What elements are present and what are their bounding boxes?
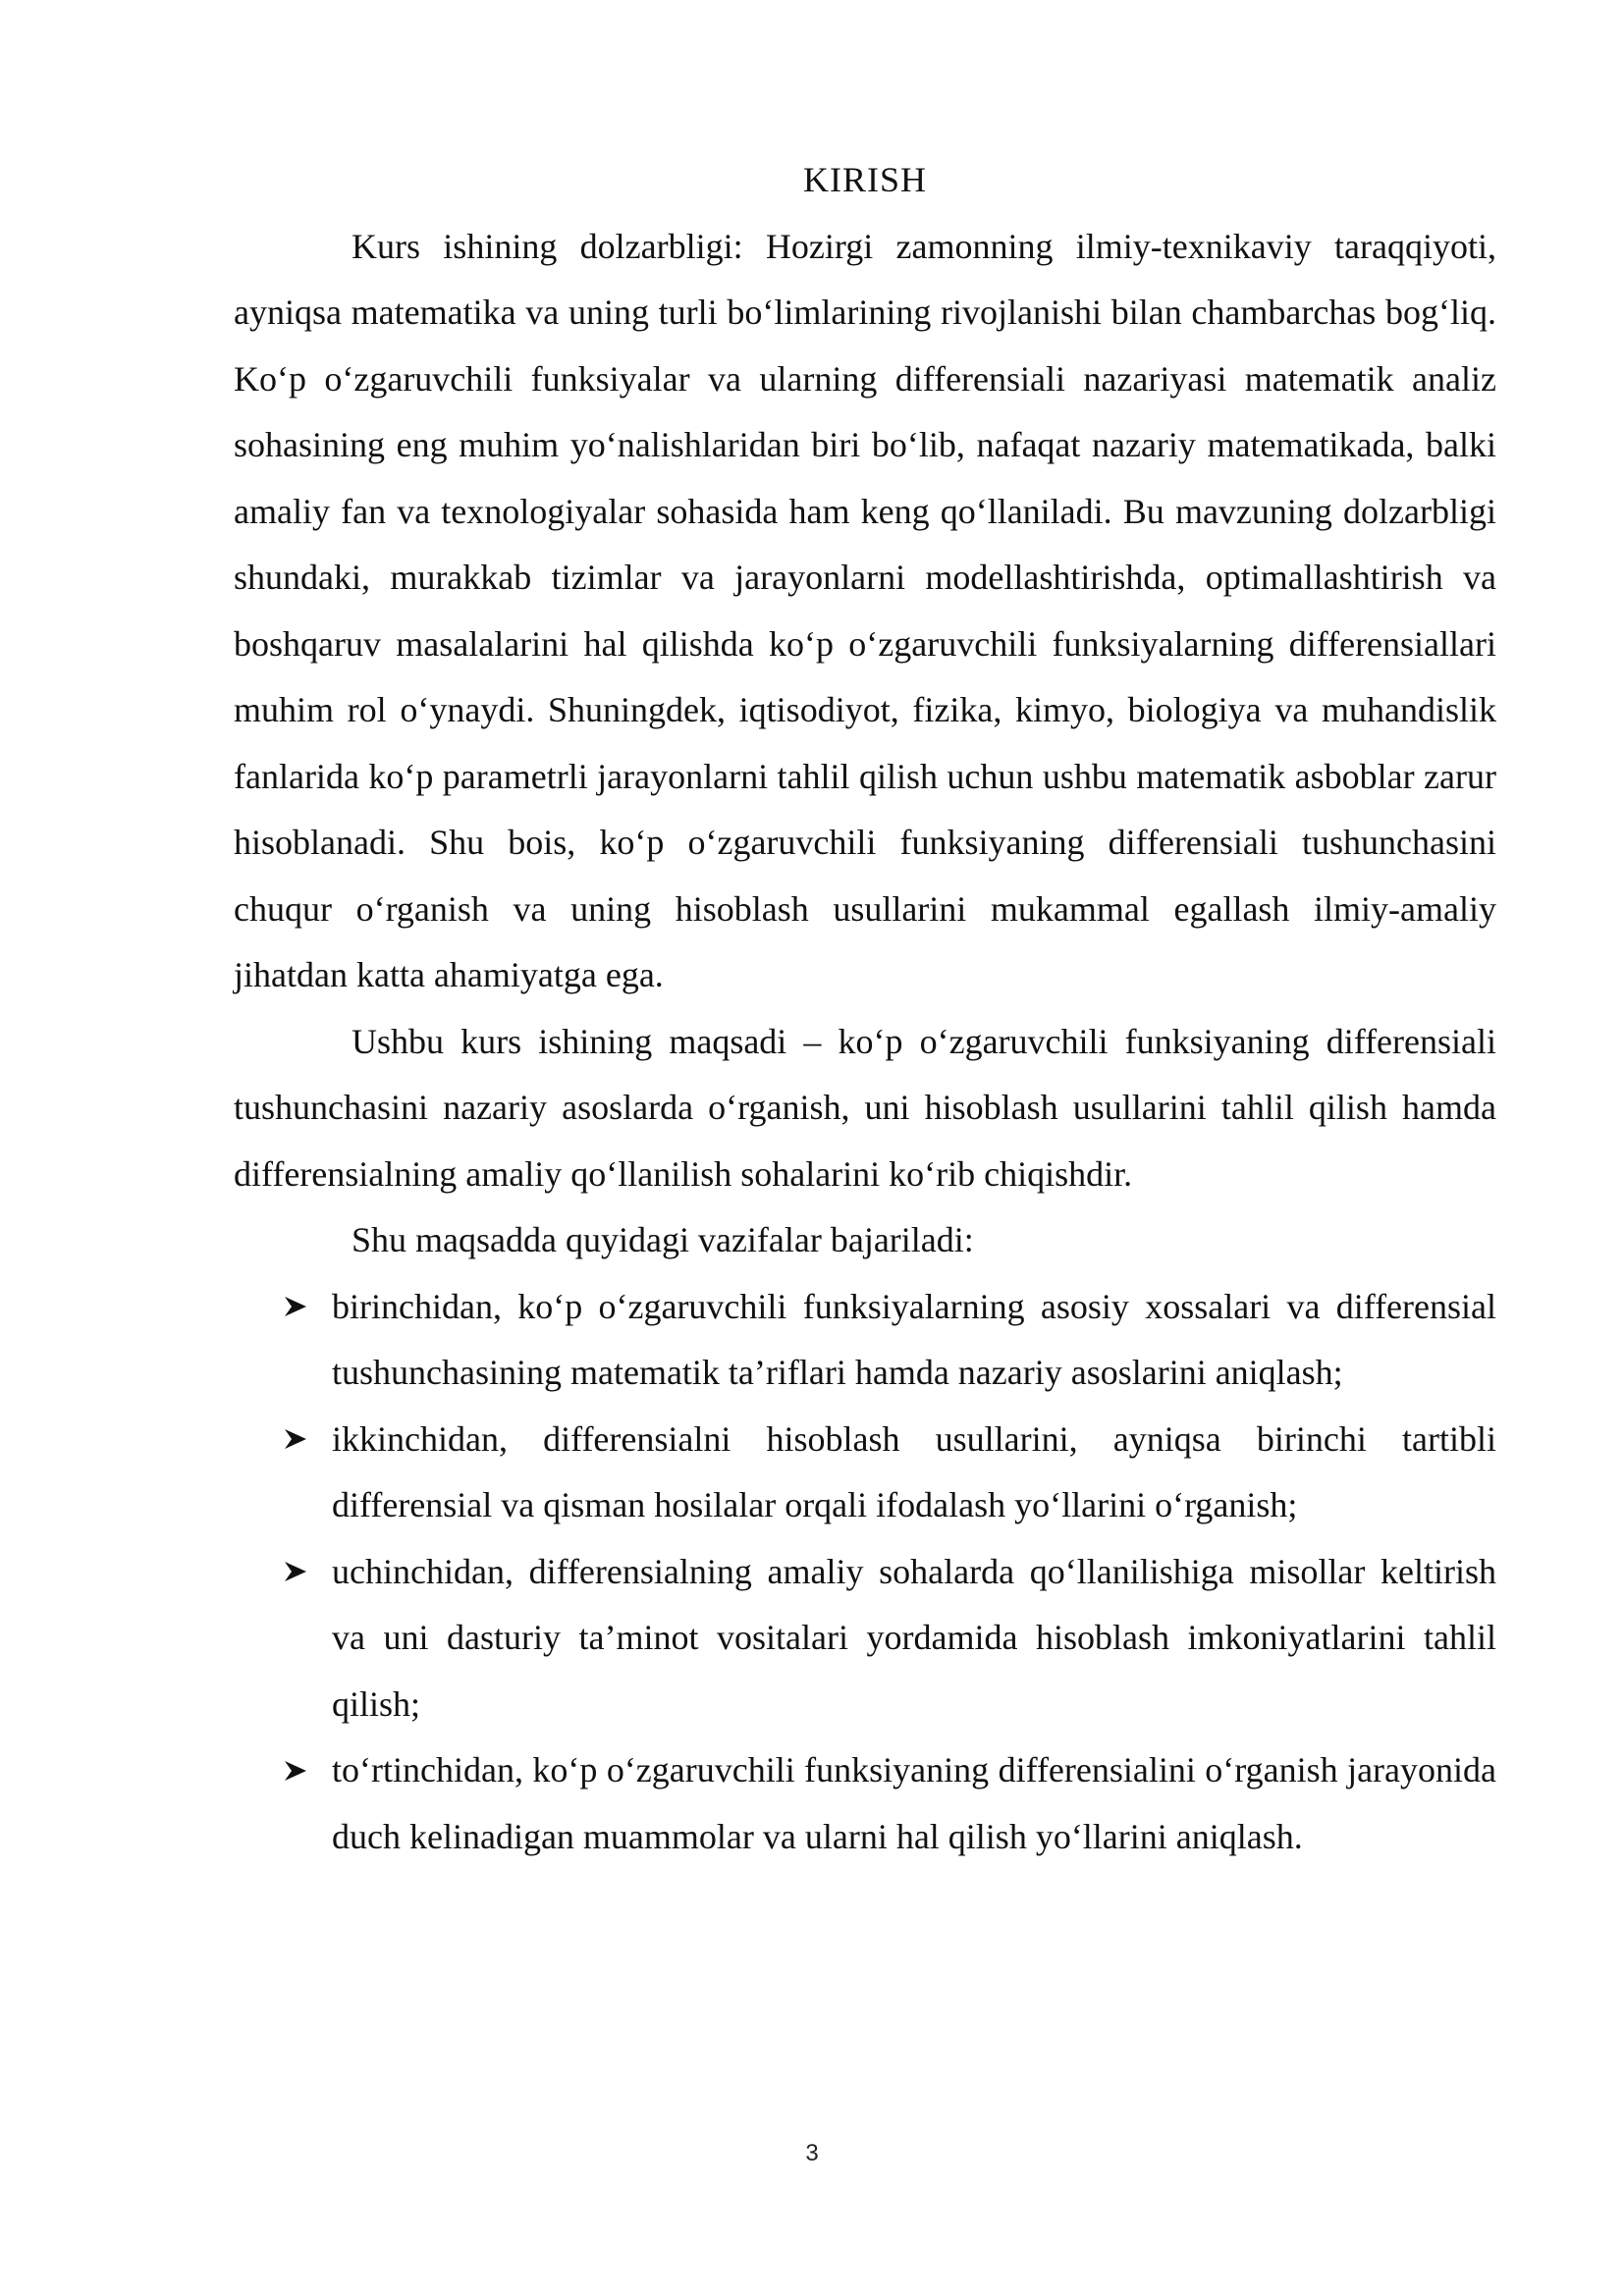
list-item xyxy=(234,1737,1496,1870)
arrowhead-bullet-icon xyxy=(283,1274,322,1341)
list-item xyxy=(234,1539,1496,1738)
paragraph-tasks-intro: Shu maqsadda quyidagi vazifalar bajariladi: xyxy=(352,1220,974,1259)
arrowhead-bullet-icon xyxy=(283,1539,322,1606)
section-title: KIRISH xyxy=(802,160,927,199)
task-text: birinchidan, ko‘p o‘zgaruvchili funksiyalarning asosiy xossalari va differensial tushunchasining matematik ta’riflari hamda nazariy asoslarini aniqlash; xyxy=(332,1286,1496,1392)
list-item xyxy=(234,1407,1496,1539)
page-content xyxy=(234,147,1496,1870)
list-item xyxy=(234,1274,1496,1407)
paragraph-relevance: Kurs ishining dolzarbligi: Hozirgi zamonning ilmiy-texnikaviy taraqqiyoti, ayniqsa matematika va uning turli bo‘limlarining rivojlanishi bilan chambarchas bog‘liq. Ko‘p o‘zgaruvchili funksiyalar va ularning differensiali nazariyasi matematik analiz sohasining eng muhim yo‘nalishlaridan biri bo‘lib, nafaqat nazariy matematikada, balki amaliy fan va texnologiyalar sohasida ham keng qo‘llaniladi. Bu mavzuning dolzarbligi shundaki, murakkab tizimlar va jarayonlarni modellashtirishda, optimallashtirish va boshqaruv masalalarini hal qilishda ko‘p o‘zgaruvchili funksiyalarning differensiallari muhim rol o‘ynaydi. Shuningdek, iqtisodiyot, fizika, kimyo, biologiya va muhandislik fanlarida ko‘p parametrli jarayonlarni tahlil qilish uchun ushbu matematik asboblar zarur hisoblanadi. Shu bois, ko‘p o‘zgaruvchili funksiyaning differensiali tushunchasini chuqur o‘rganish va uning hisoblash usullarini mukammal egallash ilmiy-amaliy jihatdan katta ahamiyatga ega. xyxy=(234,226,1496,994)
paragraph-goal: Ushbu kurs ishining maqsadi – ko‘p o‘zgaruvchili funksiyaning differensiali tushunchasini nazariy asoslarda o‘rganish, uni hisoblash usullarini tahlil qilish hamda differensialning amaliy qo‘llanilish sohalarini ko‘rib chiqishdir. xyxy=(234,1021,1496,1194)
task-list xyxy=(234,1274,1496,1871)
page-number: 3 xyxy=(805,2140,819,2166)
task-text: uchinchidan, differensialning amaliy sohalarda qo‘llanilishiga misollar keltirish va uni dasturiy ta’minot vositalari yordamida hisoblash imkoniyatlarini tahlil qilish; xyxy=(332,1551,1496,1724)
task-text: to‘rtinchidan, ko‘p o‘zgaruvchili funksiyaning differensialini o‘rganish jarayonida duch kelinadigan muammolar va ularni hal qilish yo‘llarini aniqlash. xyxy=(332,1750,1496,1856)
arrowhead-bullet-icon xyxy=(283,1407,322,1473)
task-text: ikkinchidan, differensialni hisoblash usullarini, ayniqsa birinchi tartibli differensial va qisman hosilalar orqali ifodalash yo‘llarini o‘rganish; xyxy=(332,1418,1496,1524)
arrowhead-bullet-icon xyxy=(283,1737,322,1804)
